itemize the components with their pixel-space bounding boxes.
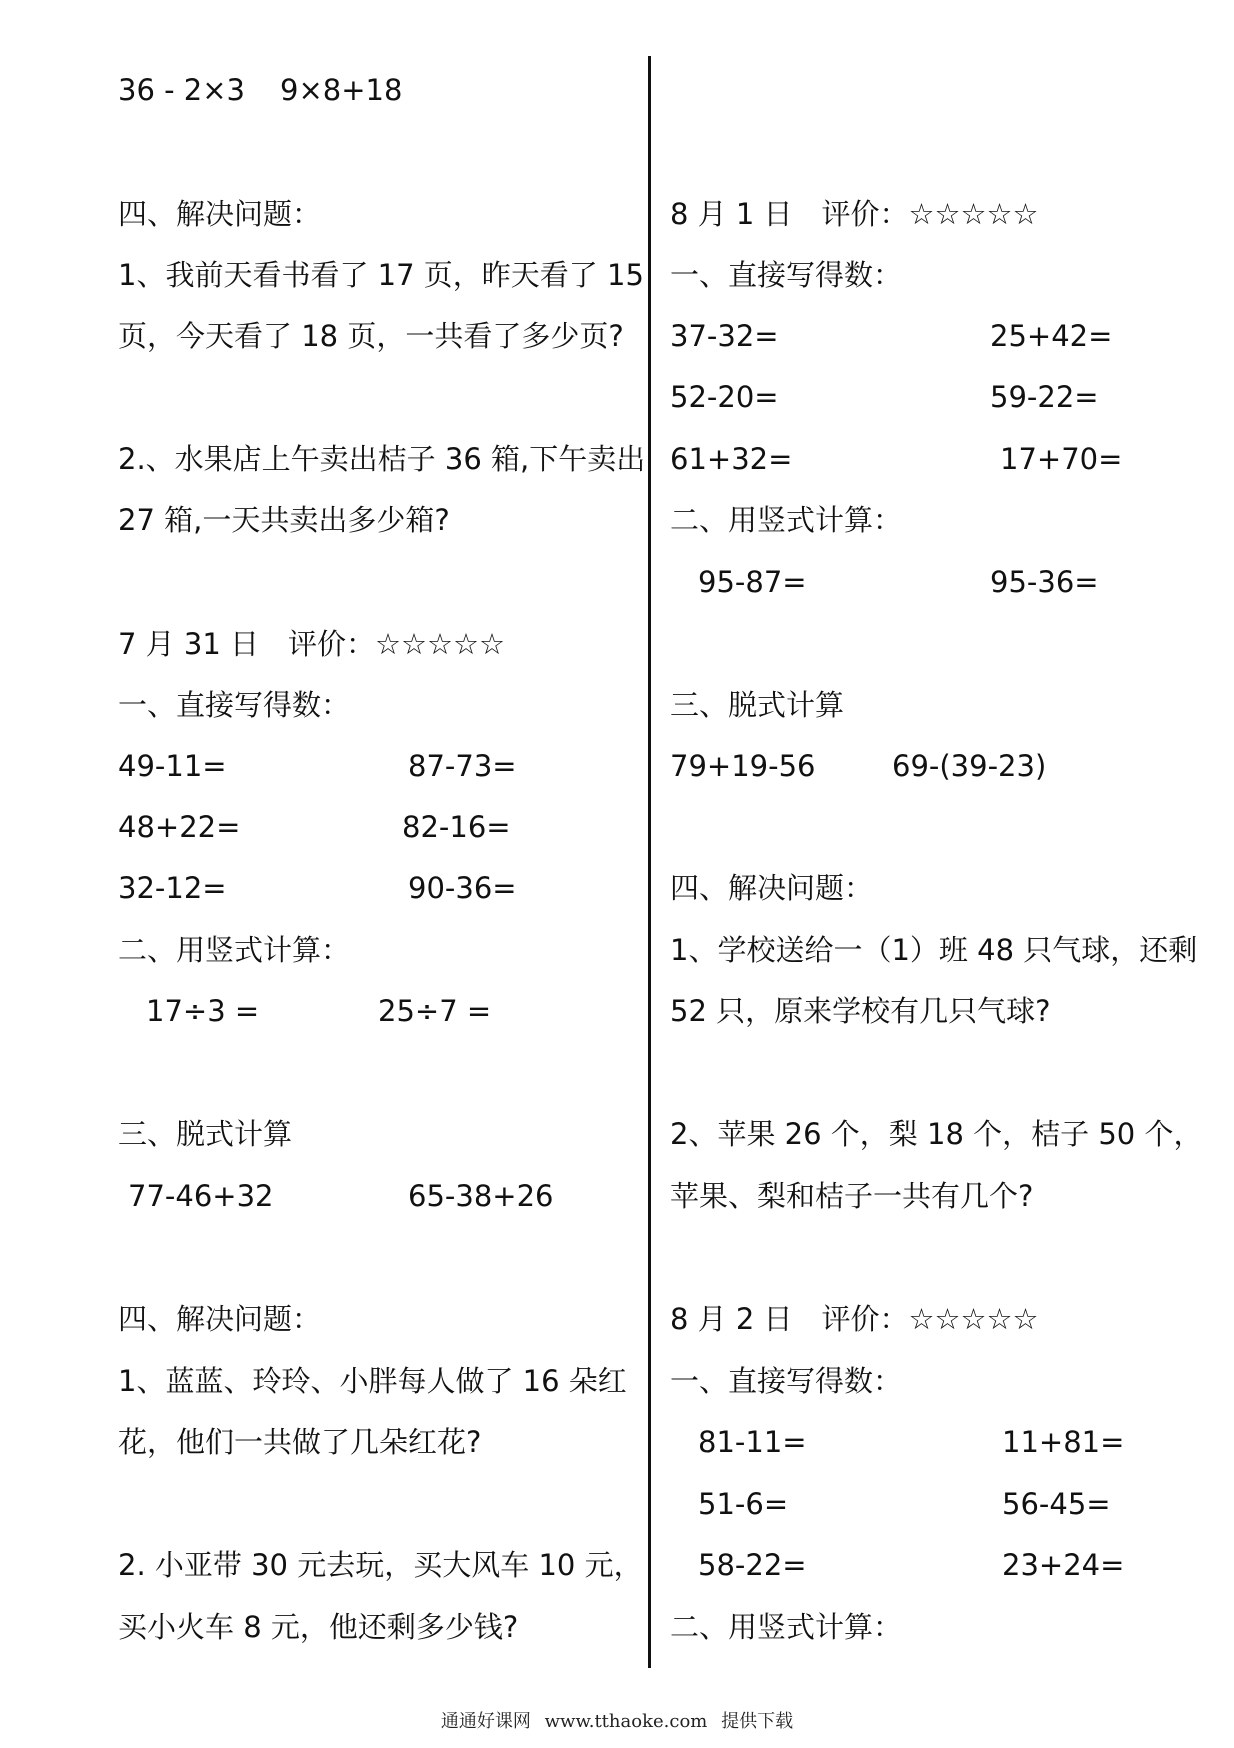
section-title: 二、用竖式计算： [670,1610,903,1644]
section-title: 一、直接写得数： [670,258,903,292]
expression: 36 - 2×3 [118,73,246,107]
section-title: 四、解决问题： [118,1302,322,1336]
word-problem-line: 花，他们一共做了几朵红花? [118,1425,482,1459]
arithmetic-item: 82-16= [402,810,511,844]
expression: 77-46+32 [128,1179,274,1213]
arithmetic-item: 61+32= [670,442,793,476]
column-divider [648,56,651,1668]
day-header: 7 月 31 日 评价：☆☆☆☆☆ [118,627,505,661]
arithmetic-item: 56-45= [1002,1487,1111,1521]
day-header: 8 月 1 日 评价：☆☆☆☆☆ [670,197,1039,231]
arithmetic-item: 37-32= [670,319,779,353]
arithmetic-item: 25+42= [990,319,1113,353]
word-problem-line: 27 箱,一天共卖出多少箱? [118,503,450,537]
arithmetic-item: 25÷7 = [378,994,492,1028]
section-title: 一、直接写得数： [118,688,351,722]
expression: 65-38+26 [408,1179,554,1213]
word-problem-line: 1、我前天看书看了 17 页，昨天看了 15 [118,258,644,292]
arithmetic-item: 32-12= [118,871,227,905]
arithmetic-item: 17+70= [1000,442,1123,476]
arithmetic-item: 23+24= [1002,1548,1125,1582]
arithmetic-item: 95-36= [990,565,1099,599]
word-problem-line: 买小火车 8 元，他还剩多少钱? [118,1610,519,1644]
section-title: 二、用竖式计算： [118,933,351,967]
arithmetic-item: 58-22= [698,1548,807,1582]
section-title: 三、脱式计算 [670,688,845,722]
arithmetic-item: 11+81= [1002,1425,1125,1459]
arithmetic-item: 49-11= [118,749,227,783]
expression: 79+19-56 [670,749,816,783]
word-problem-line: 2、苹果 26 个，梨 18 个，桔子 50 个， [670,1117,1203,1151]
expression: 69-(39-23) [892,749,1047,783]
word-problem-line: 52 只，原来学校有几只气球? [670,994,1051,1028]
page-footer [0,1710,1234,1734]
day-header: 8 月 2 日 评价：☆☆☆☆☆ [670,1302,1039,1336]
word-problem-line: 1、蓝蓝、玲玲、小胖每人做了 16 朵红 [118,1364,627,1398]
footer-url[interactable]: www.tthaoke.com [544,1711,708,1732]
arithmetic-item: 59-22= [990,380,1099,414]
word-problem-line: 苹果、梨和桔子一共有几个? [670,1179,1034,1213]
section-title: 四、解决问题： [670,871,874,905]
arithmetic-item: 48+22= [118,810,241,844]
section-title: 三、脱式计算 [118,1117,293,1151]
section-title: 一、直接写得数： [670,1364,903,1398]
word-problem-line: 页，今天看了 18 页，一共看了多少页? [118,319,624,353]
arithmetic-item: 17÷3 = [146,994,260,1028]
arithmetic-item: 95-87= [698,565,807,599]
arithmetic-item: 51-6= [698,1487,789,1521]
section-title: 二、用竖式计算： [670,503,903,537]
expression: 9×8+18 [280,73,403,107]
word-problem-line: 2.、水果店上午卖出桔子 36 箱,下午卖出 [118,442,646,476]
word-problem-line: 2. 小亚带 30 元去玩，买大风车 10 元， [118,1548,643,1582]
footer-suffix: 提供下载 [721,1711,794,1732]
arithmetic-item: 52-20= [670,380,779,414]
arithmetic-item: 81-11= [698,1425,807,1459]
arithmetic-item: 87-73= [408,749,517,783]
footer-site-name: 通通好课网 [440,1711,531,1732]
word-problem-line: 1、学校送给一（1）班 48 只气球，还剩 [670,933,1198,967]
section-title: 四、解决问题： [118,197,322,231]
arithmetic-item: 90-36= [408,871,517,905]
